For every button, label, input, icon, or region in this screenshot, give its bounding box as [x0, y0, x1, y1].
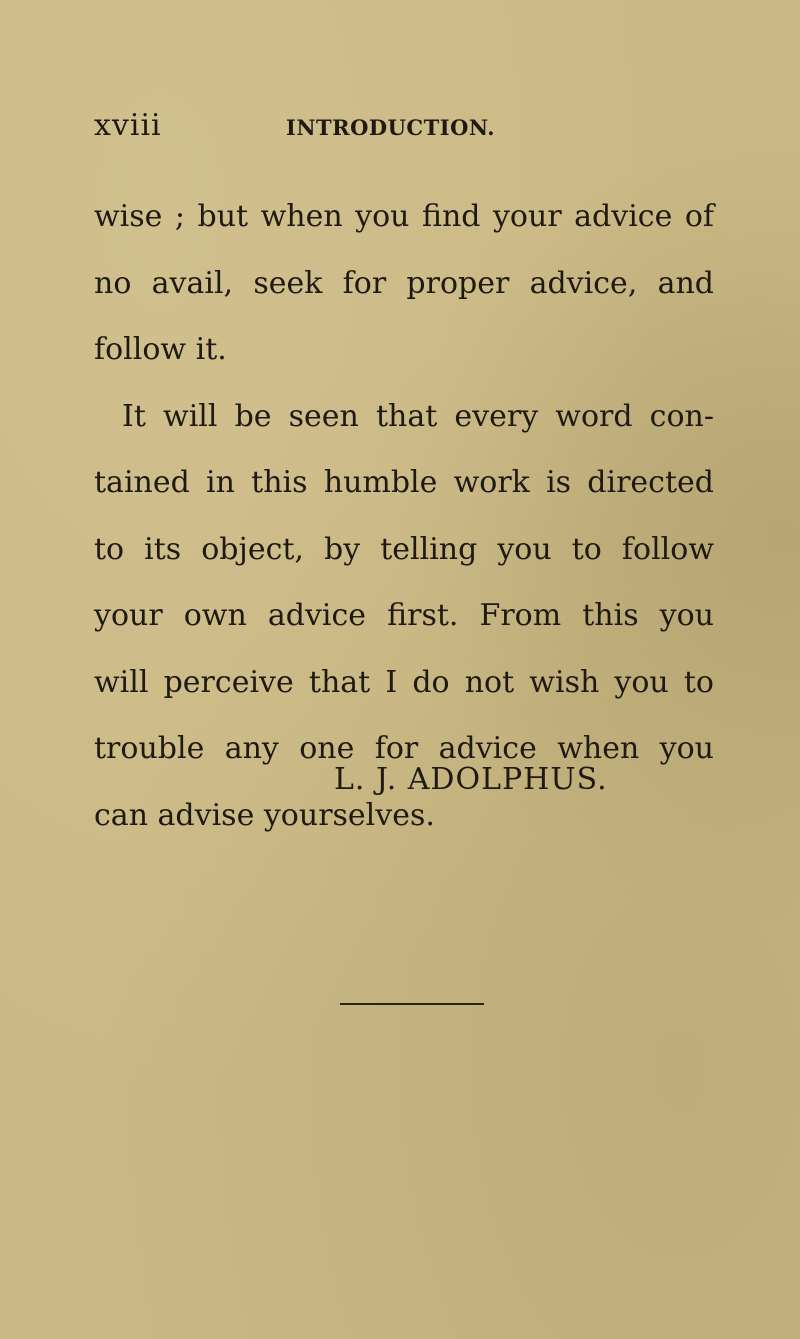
text-line: can advise yourselves. — [94, 797, 435, 833]
text-line: to its object, by telling you to follow — [94, 531, 714, 567]
text-line: trouble any one for advice when you — [94, 731, 714, 766]
divider-rule — [340, 1003, 484, 1005]
page-number: xviii — [94, 108, 162, 143]
text-line: will perceive that I do not wish you to — [94, 664, 714, 700]
text-line: follow it. — [94, 332, 227, 367]
body-text — [94, 184, 714, 849]
text-line: your own advice first. From this you — [94, 598, 714, 633]
text-line: tained in this humble work is directed — [94, 465, 714, 500]
text-line: no avail, seek for proper advice, and — [94, 265, 714, 301]
text-line: wise ; but when you find your advice of — [94, 199, 714, 234]
running-title: INTRODUCTION. — [286, 115, 496, 140]
author-signature: L. J. ADOLPHUS. — [334, 762, 608, 797]
text-line: It will be seen that every word con- — [122, 398, 714, 434]
running-head — [94, 108, 694, 144]
